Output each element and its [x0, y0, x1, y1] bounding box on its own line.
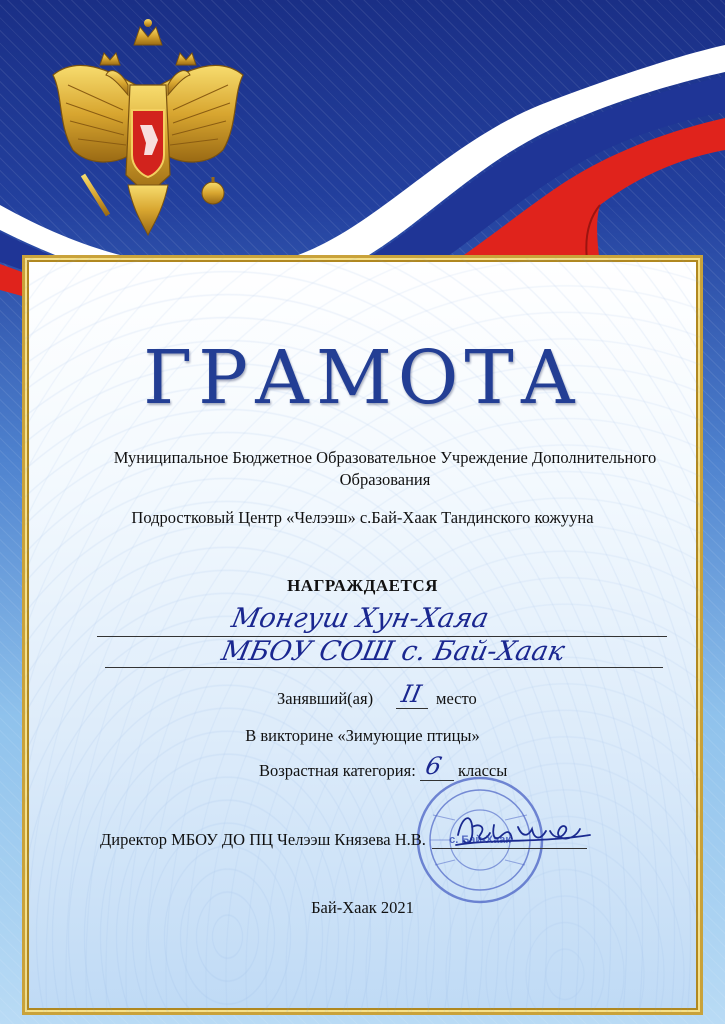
stamp-text: с. Бай-Хаак [449, 834, 511, 846]
place-suffix: место [436, 689, 477, 708]
awarded-label: НАГРАЖДАЕТСЯ [287, 576, 438, 595]
place-date: Бай-Хаак 2021 [311, 898, 414, 917]
school-underline [105, 667, 663, 668]
recipient-name: Монгуш Хун-Хаяа [228, 603, 492, 634]
place-underline [396, 708, 428, 709]
organization-line-1: Муниципальное Бюджетное Образовательное Учреждение Дополнительного Образования [113, 448, 657, 489]
place-value: II [399, 680, 424, 708]
age-value: 6 [423, 752, 445, 780]
age-prefix: Возрастная категория: [259, 761, 416, 780]
quiz-name: В викторине «Зимующие птицы» [245, 726, 480, 745]
coat-of-arms-icon [48, 15, 248, 240]
certificate-title: ГРАМОТА [143, 335, 582, 421]
organization-line-2: Подростковый Центр «Челээш» с.Бай-Хаак Тандинского кожууна [131, 508, 594, 527]
place-prefix: Занявший(ая) [277, 689, 374, 708]
age-suffix: классы [458, 761, 508, 780]
signature [450, 805, 600, 860]
director-name: Директор МБОУ ДО ПЦ Челээш Князева Н.В. [100, 830, 426, 849]
recipient-school: МБОУ СОШ с. Бай-Хаак [218, 636, 568, 667]
